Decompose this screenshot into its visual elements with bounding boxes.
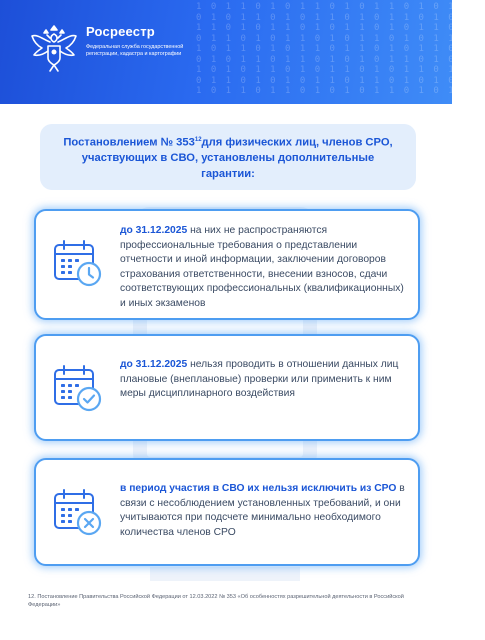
- footnote-ref: 12: [194, 136, 202, 143]
- card-highlight: до 31.12.2025: [120, 359, 188, 370]
- brand-name: Росреестр: [86, 24, 155, 39]
- binary-pattern: 1 0 1 1 0 1 0 1 1 0 1 0 1 1 0 1 0 1 1 0 0 1 0 1 1 0 1 0 1 1 0 1 0 1 1 0 1 0 1 1 1 1 0 1 0 1 1 0 1 0 1 1 0 1 0 1 1 0 1 0 0 1 1 0 1 0 1 1 0 1 0 1 1 0 1 0 1 1 0 1 1 0 1 1 0 1 0 1 1 0 1 1 0 1 0 1 1 0 1 0 0 1 0 1 1 0 1 1 0 1 0 1 0 1 1 0 1 0 1 1 1 0 1 0 1 1 0 1 0 1 1 0 1 0 1 1 0 1 1 0 0 1 1 0 1 0 1 0 1 1 0 1 1 0 1 0 1 0 1 1 1 0 1 1 0 1 1 0 1 0 1 0 1 1 0 1 0 1 0 1: [196, 2, 485, 96]
- card-text: в период участия в СВО их нельзя исключить из СРО в связи с несоблюдением установленных требований, и они учитываются при подсчете минимально необходимого количества членов СРО: [120, 483, 405, 538]
- calendar-clock-icon: [52, 237, 104, 289]
- footnote: 12. Постановление Правительства Российской Федерации от 12.03.2022 № 353 «Об особенностях разрешительной деятельности в Российской Федерации»: [28, 594, 404, 608]
- calendar-check-icon: [52, 362, 104, 414]
- card-highlight: в период участия в СВО их нельзя исключить из СРО: [120, 483, 397, 494]
- intro-text: Постановлением № $353^{12}для$ физических лиц, членов СРО, участвующих в СВО, установлены дополнительные гарантии:: [63, 136, 393, 181]
- card-text: до 31.12.2025 на них не распространяются профессиональные требования о представлении отчетности и иной информации, заключении договоров страхования ответственности, внесении взносов, сдачи соответствующих профессиональных (квалификационных) и иных экзаменов: [120, 225, 404, 309]
- calendar-cross-icon: [52, 486, 104, 538]
- card-highlight: до 31.12.2025: [120, 225, 188, 236]
- brand-subtitle: Федеральная служба государственной регистрации, кадастра и картографии: [86, 44, 184, 57]
- guarantee-card-inspections: [34, 334, 420, 441]
- header-banner: [0, 0, 485, 104]
- guarantee-card-exclusion: [34, 458, 420, 566]
- card-text: до 31.12.2025 нельзя проводить в отношении данных лиц плановые (внеплановые) проверки или применить к ним меры дисциплинарного воздействия: [120, 359, 399, 400]
- coat-of-arms-icon: [28, 20, 80, 76]
- guarantee-card-reporting: [34, 209, 420, 320]
- intro-box: [40, 124, 416, 190]
